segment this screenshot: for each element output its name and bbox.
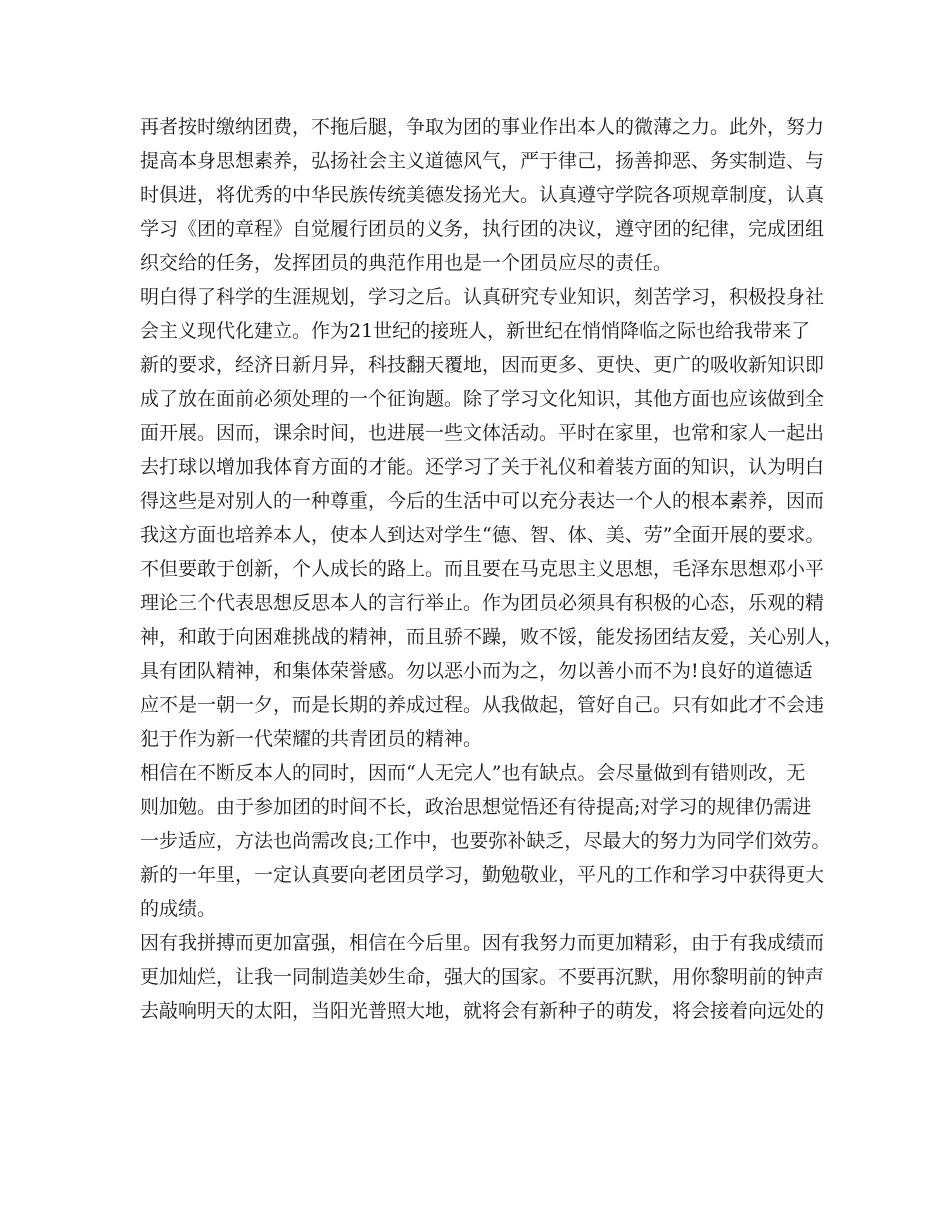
paragraph-1 (140, 110, 825, 280)
text-line: 会主义现代化建立。作为21世纪的接班人，新世纪在悄悄降临之际也给我带来了 (140, 320, 811, 342)
text-line: 得这些是对别人的一种尊重，今后的生活中可以充分表达一个人的根本素养，因而 (140, 490, 825, 512)
text-line: 具有团队精神，和集体荣誉感。勿以恶小而为之，勿以善小而不为!良好的道德适 (140, 660, 813, 682)
text-line: 相信在不断反本人的同时，因而“人无完人”也有缺点。会尽量做到有错则改，无 (140, 762, 806, 784)
text-line: 新的要求，经济日新月异，科技翻天覆地，因而更多、更快、更广的吸收新知识即 (140, 354, 825, 376)
text-line: 的成绩。 (140, 898, 217, 920)
text-line: 再者按时缴纳团费，不拖后腿，争取为团的事业作出本人的微薄之力。此外，努力 (140, 116, 825, 138)
text-line: 一步适应，方法也尚需改良;工作中，也要弥补缺乏，尽最大的努力为同学们效劳。 (140, 830, 831, 852)
text-line: 织交给的任务，发挥团员的典范作用也是一个团员应尽的责任。 (140, 252, 673, 274)
text-line: 去敲响明天的太阳，当阳光普照大地，就将会有新种子的萌发，将会接着向远处的 (140, 1000, 825, 1022)
text-line: 时俱进，将优秀的中华民族传统美德发扬光大。认真遵守学院各项规章制度，认真 (140, 184, 825, 206)
text-line: 明白得了科学的生涯规划，学习之后。认真研究专业知识，刻苦学习，积极投身社 (140, 286, 825, 308)
text-line: 犯于作为新一代荣耀的共青团员的精神。 (140, 728, 483, 750)
text-line: 应不是一朝一夕，而是长期的养成过程。从我做起，管好自己。只有如此才不会违 (140, 694, 825, 716)
text-line: 理论三个代表思想反思本人的言行举止。作为团员必须具有积极的心态，乐观的精 (140, 592, 825, 614)
paragraph-5 (140, 926, 825, 1028)
text-line: 面开展。因而，课余时间，也进展一些文体活动。平时在家里，也常和家人一起出 (140, 422, 825, 444)
text-line: 学习《团的章程》自觉履行团员的义务，执行团的决议，遵守团的纪律，完成团组 (140, 218, 825, 240)
text-line: 更加灿烂，让我一同制造美妙生命，强大的国家。不要再沉默，用你黎明前的钟声 (140, 966, 825, 988)
paragraph-3 (140, 552, 844, 756)
text-line: 因有我拼搏而更加富强，相信在今后里。因有我努力而更加精彩，由于有我成绩而 (140, 932, 825, 954)
text-line: 不但要敢于创新，个人成长的路上。而且要在马克思主义思想，毛泽东思想邓小平 (140, 558, 825, 580)
text-line: 成了放在面前必须处理的一个征询题。除了学习文化知识，其他方面也应该做到全 (140, 388, 825, 410)
paragraph-4 (140, 756, 831, 926)
text-line: 我这方面也培养本人，使本人到达对学生“德、智、体、美、劳”全面开展的要求。 (140, 524, 825, 546)
text-line: 去打球以增加我体育方面的才能。还学习了关于礼仪和着装方面的知识，认为明白 (140, 456, 825, 478)
document-body (140, 110, 844, 1028)
text-line: 新的一年里，一定认真要向老团员学习，勤勉敬业，平凡的工作和学习中获得更大 (140, 864, 825, 886)
text-line: 神，和敢于向困难挑战的精神，而且骄不躁，败不馁，能发扬团结友爱，关心别人， (140, 626, 844, 648)
text-line: 提高本身思想素养，弘扬社会主义道德风气，严于律己，扬善抑恶、务实制造、与 (140, 150, 825, 172)
text-line: 则加勉。由于参加团的时间不长，政治思想觉悟还有待提高;对学习的规律仍需进 (140, 796, 812, 818)
paragraph-2 (140, 280, 825, 552)
